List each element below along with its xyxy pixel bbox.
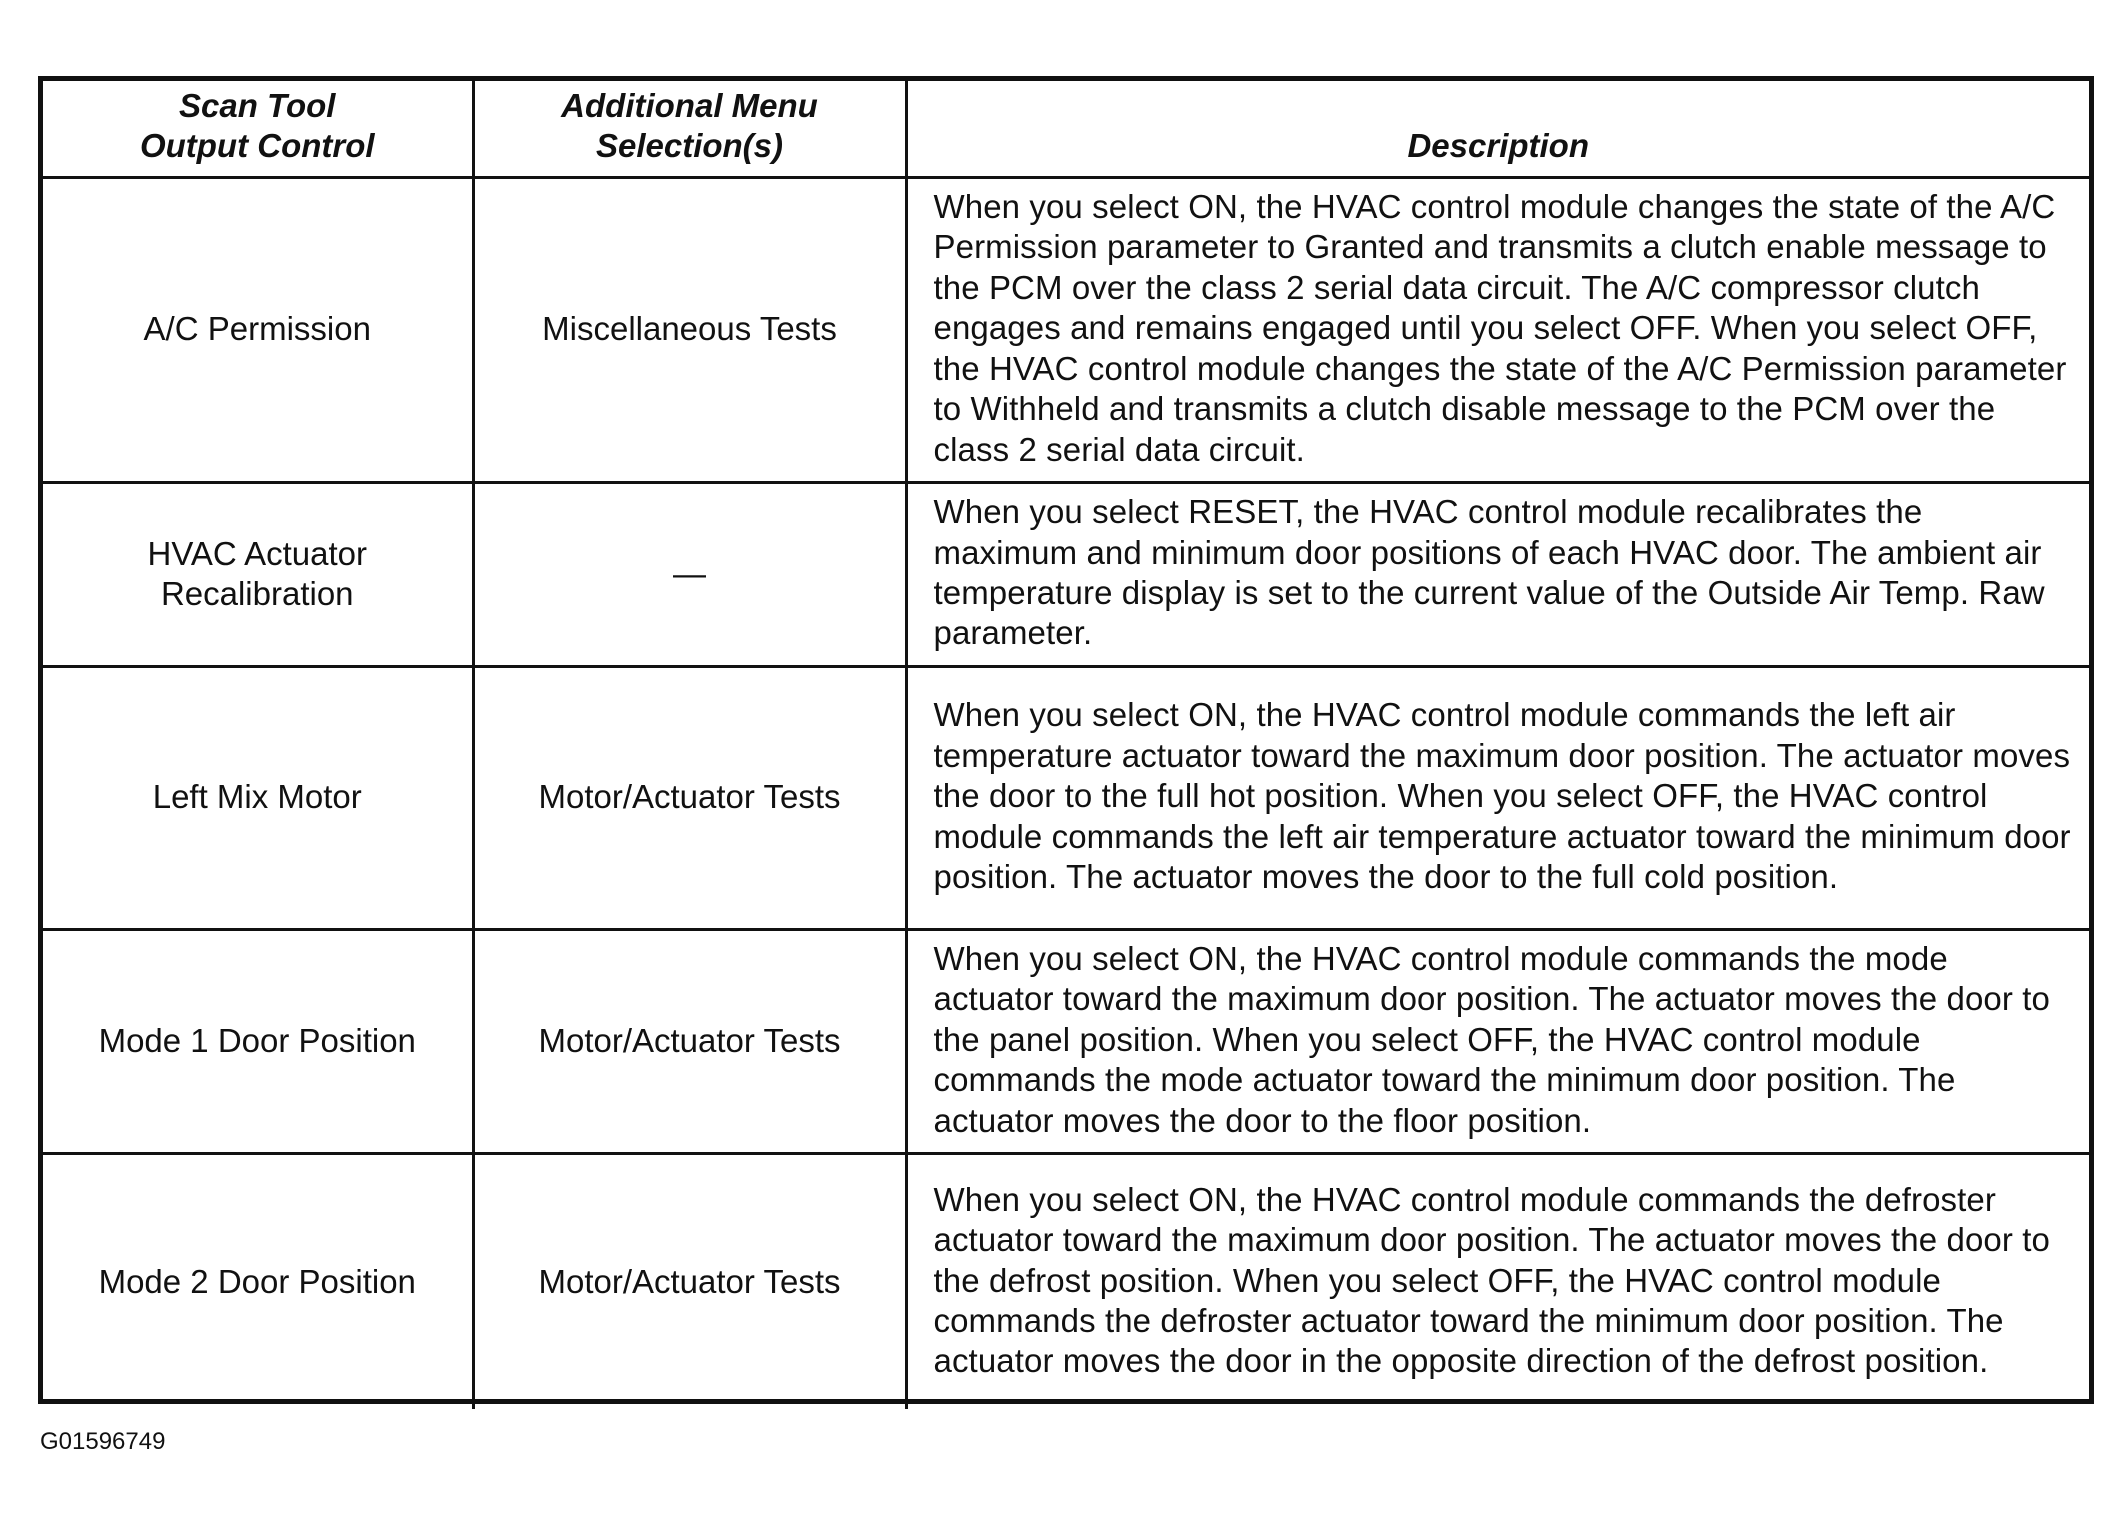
header-col1-line1: Scan Tool: [179, 86, 336, 124]
output-control-label-line2: Recalibration: [160, 575, 354, 612]
output-control-label: Mode 2 Door Position: [98, 1262, 416, 1300]
table-row: [43, 929, 2089, 1153]
output-control-label: Mode 1 Door Position: [98, 1021, 416, 1059]
table-row: [43, 1153, 2089, 1409]
description-cell: When you select ON, the HVAC control module commands the mode actuator toward the maximum door position. The actuator moves the door to the panel position. When you select OFF, the HVAC control module commands the mode actuator toward the minimum door position. The actuator moves the door to the floor position.: [906, 929, 2089, 1153]
menu-selection-cell: —: [473, 482, 906, 666]
output-control-label: Left Mix Motor: [152, 778, 362, 816]
menu-selection-cell: Miscellaneous Tests: [473, 177, 906, 482]
output-control-table: [43, 81, 2089, 1409]
menu-selection-cell: Motor/Actuator Tests: [473, 929, 906, 1153]
output-control-label: HVAC Actuator: [147, 534, 367, 572]
description-cell: When you select ON, the HVAC control module commands the defroster actuator toward the maximum door position. The actuator moves the door to the defrost position. When you select OFF, the HVAC control module commands the defroster actuator toward the minimum door position. The actuator moves the door in the opposite direction of the defrost position.: [906, 1153, 2089, 1409]
header-scan-tool-output-control: [43, 81, 473, 177]
header-description: [906, 81, 2089, 177]
header-col2-line2: Selection(s): [595, 126, 784, 164]
menu-selection-cell: Motor/Actuator Tests: [473, 1153, 906, 1409]
header-col2-line1: Additional Menu: [561, 86, 818, 124]
output-control-cell: [43, 929, 473, 1153]
table-row: [43, 177, 2089, 482]
menu-selection-cell: Motor/Actuator Tests: [473, 666, 906, 929]
output-control-cell: [43, 1153, 473, 1409]
table-header-row: [43, 81, 2089, 177]
output-control-cell: [43, 482, 473, 666]
table-row: [43, 482, 2089, 666]
output-control-cell: [43, 666, 473, 929]
header-col3: Description: [1407, 126, 1590, 164]
output-control-cell: [43, 177, 473, 482]
description-cell: When you select ON, the HVAC control module commands the left air temperature actuator toward the maximum door position. The actuator moves the door to the full hot position. When you select OFF, the HVAC control module commands the left air temperature actuator toward the minimum door position. The actuator moves the door to the full cold position.: [906, 666, 2089, 929]
output-control-table-frame: [38, 76, 2094, 1404]
header-additional-menu-selections: [473, 81, 906, 177]
description-cell: When you select RESET, the HVAC control module recalibrates the maximum and minimum door positions of each HVAC door. The ambient air temperature display is set to the current value of the Outside Air Temp. Raw parameter.: [906, 482, 2089, 666]
description-cell: When you select ON, the HVAC control module changes the state of the A/C Permission parameter to Granted and transmits a clutch enable message to the PCM over the class 2 serial data circuit. The A/C compressor clutch engages and remains engaged until you select OFF. When you select OFF, the HVAC control module changes the state of the A/C Permission parameter to Withheld and transmits a clutch disable message to the PCM over the class 2 serial data circuit.: [906, 177, 2089, 482]
figure-id-label: G01596749: [40, 1428, 166, 1455]
header-col1-line2: Output Control: [139, 126, 375, 164]
table-row: [43, 666, 2089, 929]
output-control-label: A/C Permission: [143, 310, 371, 348]
